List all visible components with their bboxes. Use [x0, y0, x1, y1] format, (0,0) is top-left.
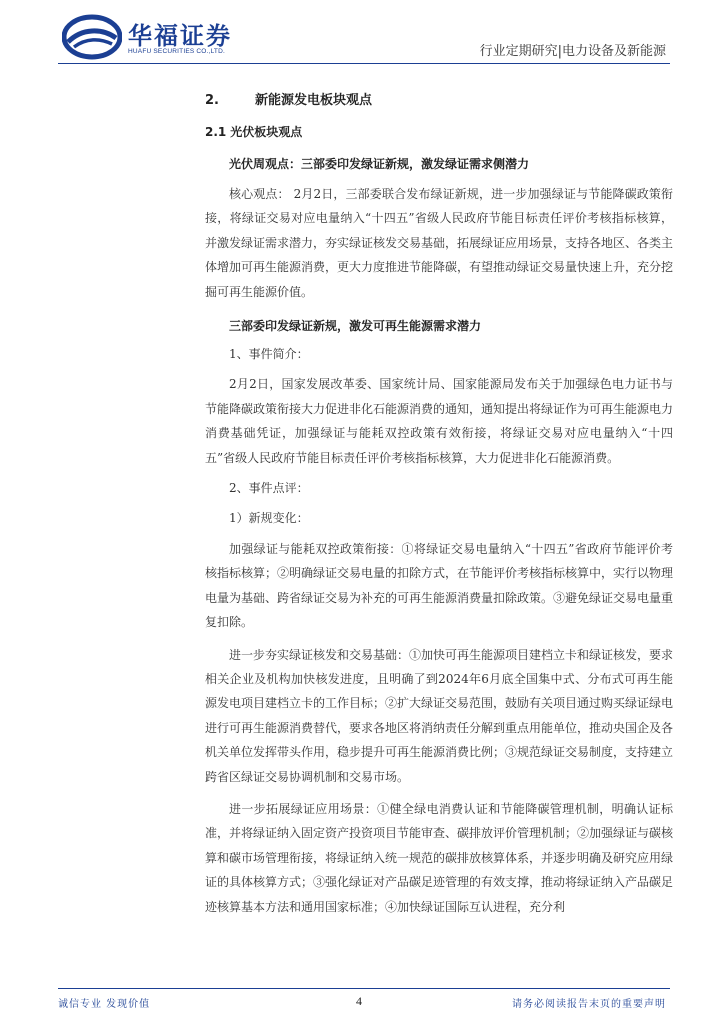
event-intro-label: 1、事件简介： [229, 347, 309, 362]
footer-slogan: 诚信专业 发现价值 [58, 999, 151, 1010]
news-heading: 三部委印发绿证新规，激发可再生能源需求潜力 [229, 319, 482, 334]
huafu-logo-icon [62, 14, 122, 60]
page-header [0, 0, 724, 62]
section-heading [205, 90, 673, 112]
rule-paragraph-3: 进一步拓展绿证应用场景：①健全绿电消费认证和节能降碳管理机制，明确认证标准，并将绿证纳入固定资产投资项目节能审查、碳排放评价管理机制；②加强绿证与碳核算和碳市场管理衔接，将绿证纳入统一规范的碳排放核算体系，并逐步明确及研究应用绿证的具体核算方式；③强化绿证对产品碳足迹管理的有效支撑，推动将绿证纳入产品碳足迹核算基本方法和通用国家标准；④加快绿证国际互认进程，充分利 [205, 801, 674, 914]
subsection-number: 2.1 [205, 125, 227, 139]
section-title: 新能源发电板块观点 [255, 93, 373, 108]
new-rule-label: 1）新规变化： [229, 511, 309, 526]
company-logo [62, 14, 247, 60]
header-divider [58, 63, 670, 64]
subsection-title: 光伏板块观点 [230, 125, 303, 139]
core-view-paragraph: 核心观点： 2月2日，三部委联合发布绿证新规，进一步加强绿证与节能降碳政策衔接，将绿证交易对应电量纳入“十四五”省级人民政府节能目标责任评价考核指标核算，并激发绿证需求潜力，夯实绿证核发交易基础，拓展绿证应用场景，支持各地区、各类主体增加可再生能源消费，更大力度推进节能降碳，有望推动绿证交易量快速上升，充分挖掘可再生能源价值。 [205, 187, 674, 299]
event-comment-label: 2、事件点评： [229, 481, 309, 496]
event-intro-paragraph: 2月2日，国家发展改革委、国家统计局、国家能源局发布关于加强绿色电力证书与节能降碳政策衔接大力促进非化石能源消费的通知，通知提出将绿证作为可再生能源电力消费基础凭证，加强绿证与能耗双控政策有效衔接，将绿证交易对应电量纳入“十四五”省级人民政府节能目标责任评价考核指标核算，大力促进非化石能源消费。 [205, 377, 674, 465]
report-type-label: 行业定期研究|电力设备及新能源 [479, 44, 666, 59]
rule-paragraph-1: 加强绿证与能耗双控政策衔接：①将绿证交易电量纳入“十四五”省政府节能评价考核指标核算；②明确绿证交易电量的扣除方式，在节能评价考核指标核算中，实行以物理电量为基础、跨省绿证交易为补充的可再生能源消费量扣除政策。③避免绿证交易电量重复扣除。 [205, 541, 674, 630]
logo-chinese-name: 华福证券 [128, 22, 232, 50]
footer-disclaimer: 请务必阅读报告末页的重要声明 [512, 999, 666, 1010]
page-number: 4 [356, 994, 362, 1008]
subsection-heading [205, 122, 673, 142]
footer-divider [58, 988, 670, 989]
logo-english-name: HUAFU SECURITIES CO.,LTD. [128, 48, 225, 55]
section-number: 2. [205, 93, 219, 108]
weekly-view-heading: 光伏周观点：三部委印发绿证新规，激发绿证需求侧潜力 [229, 157, 530, 171]
rule-paragraph-2: 进一步夯实绿证核发和交易基础：①加快可再生能源项目建档立卡和绿证核发，要求相关企业及机构加快核发进度，且明确了到2024年6月底全国集中式、分布式可再生能源发电项目建档立卡的工作目标；②扩大绿证交易范围，鼓励有关项目通过购买绿证绿电进行可再生能源消费替代，要求各地区将消纳责任分解到重点用能单位，推动央国企及各机关单位发挥带头作用，稳步提升可再生能源消费比例；③规范绿证交易制度，支持建立跨省区绿证交易协调机制和交易市场。 [205, 647, 674, 784]
report-body [205, 80, 673, 919]
